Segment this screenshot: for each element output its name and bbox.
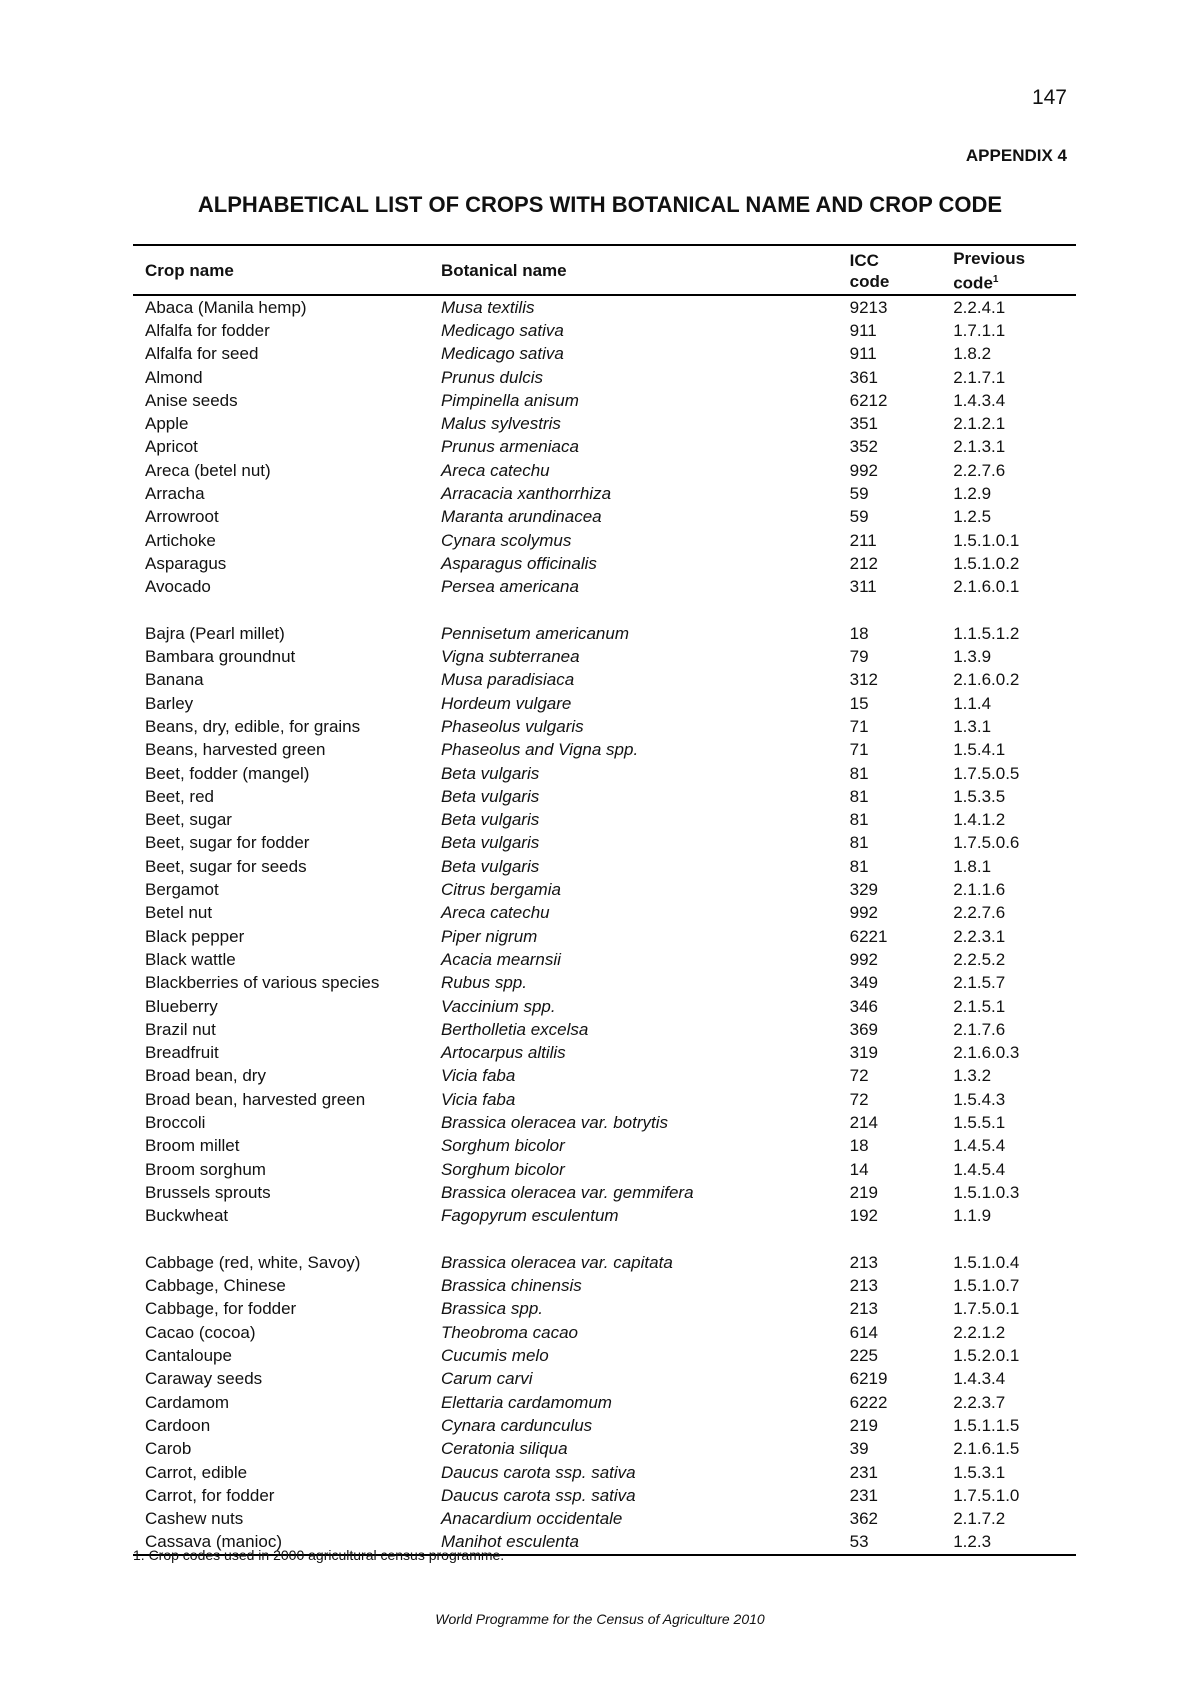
crop-name-cell: Cashew nuts	[145, 1509, 244, 1529]
table-row	[133, 1391, 1076, 1414]
previous-code-cell: 1.1.4	[953, 693, 992, 713]
table-row	[133, 342, 1076, 365]
table-row	[133, 552, 1076, 575]
botanical-name-cell: Brassica oleracea var. gemmifera	[440, 1182, 694, 1202]
previous-code-cell: 1.7.1.1	[953, 320, 1006, 340]
table-row	[133, 599, 1076, 622]
table-row	[133, 529, 1076, 552]
crop-table	[133, 244, 1076, 1556]
botanical-name-cell: Prunus armeniaca	[440, 437, 579, 457]
previous-code-cell: 2.2.3.1	[953, 926, 1006, 946]
icc-code-cell: 369	[849, 1019, 878, 1039]
icc-code-cell: 351	[849, 414, 878, 434]
crop-name-cell: Broom millet	[145, 1136, 240, 1156]
icc-code-cell: 81	[849, 763, 869, 783]
icc-code-cell: 362	[849, 1509, 878, 1529]
icc-code-cell	[838, 1228, 942, 1251]
botanical-name-cell: Beta vulgaris	[440, 763, 540, 783]
table-header	[133, 245, 1076, 295]
previous-code-cell: 2.1.2.1	[953, 414, 1006, 434]
table-row	[133, 948, 1076, 971]
table-row	[133, 1251, 1076, 1274]
header-prev-line1: Previous	[953, 249, 1026, 268]
botanical-name-cell: Beta vulgaris	[440, 786, 540, 806]
table-row	[133, 901, 1076, 924]
botanical-name-cell: Daucus carota ssp. sativa	[440, 1485, 636, 1505]
table-row	[133, 1088, 1076, 1111]
previous-code-cell: 1.7.5.0.6	[953, 833, 1020, 853]
crop-name-cell: Brazil nut	[145, 1019, 216, 1039]
icc-code-cell: 992	[849, 460, 878, 480]
icc-code-cell: 992	[849, 903, 878, 923]
previous-code-cell: 1.5.1.0.4	[953, 1252, 1020, 1272]
crop-name-cell: Cabbage, for fodder	[145, 1299, 297, 1319]
table-row	[133, 692, 1076, 715]
footnote-marker: 1	[992, 274, 999, 285]
table-row	[133, 738, 1076, 761]
botanical-name-cell: Beta vulgaris	[440, 856, 540, 876]
previous-code-cell: 1.4.5.4	[953, 1136, 1006, 1156]
table-row	[133, 1367, 1076, 1390]
previous-code-cell: 2.1.7.6	[953, 1019, 1006, 1039]
botanical-name-cell: Citrus bergamia	[440, 880, 561, 900]
botanical-name-cell: Brassica oleracea var. capitata	[440, 1252, 673, 1272]
icc-code-cell: 212	[849, 553, 878, 573]
botanical-name-cell: Bertholletia excelsa	[440, 1019, 589, 1039]
previous-code-cell: 1.2.5	[953, 507, 992, 527]
crop-name-cell: Arracha	[145, 484, 205, 504]
crop-name-cell: Cardoon	[145, 1415, 211, 1435]
botanical-name-cell: Vaccinium spp.	[440, 996, 556, 1016]
icc-code-cell: 614	[849, 1322, 878, 1342]
table-row	[133, 1228, 1076, 1251]
botanical-name-cell: Fagopyrum esculentum	[440, 1206, 619, 1226]
table-row	[133, 1018, 1076, 1041]
table-row	[133, 855, 1076, 878]
previous-code-cell: 2.1.1.6	[953, 880, 1006, 900]
botanical-name-cell: Prunus dulcis	[440, 367, 544, 387]
icc-code-cell: 72	[849, 1089, 869, 1109]
previous-code-cell: 1.1.5.1.2	[953, 623, 1020, 643]
previous-code-cell: 1.5.3.1	[953, 1462, 1006, 1482]
crop-name-cell: Apple	[145, 414, 189, 434]
previous-code-cell: 1.8.1	[953, 856, 992, 876]
table-row	[133, 1204, 1076, 1227]
crop-name-cell: Cacao (cocoa)	[145, 1322, 256, 1342]
icc-code-cell: 59	[849, 484, 869, 504]
previous-code-cell: 2.2.1.2	[953, 1322, 1006, 1342]
crop-name-cell: Bergamot	[145, 880, 219, 900]
previous-code-cell: 1.3.1	[953, 717, 992, 736]
crop-name-cell: Carrot, for fodder	[145, 1485, 275, 1505]
botanical-name-cell: Phaseolus vulgaris	[440, 717, 584, 736]
botanical-name-cell: Maranta arundinacea	[440, 507, 602, 527]
icc-code-cell: 225	[849, 1346, 878, 1366]
previous-code-cell: 2.1.5.1	[953, 996, 1006, 1016]
crop-name-cell: Abaca (Manila hemp)	[145, 297, 307, 317]
previous-code-cell: 2.2.7.6	[953, 460, 1006, 480]
botanical-name-cell: Anacardium occidentale	[440, 1509, 623, 1529]
crop-name-cell: Beet, sugar for fodder	[145, 833, 310, 853]
table-row	[133, 1461, 1076, 1484]
previous-code-cell: 1.3.2	[953, 1066, 992, 1086]
crop-name-cell: Broom sorghum	[145, 1159, 266, 1179]
icc-code-cell: 214	[849, 1113, 878, 1133]
icc-code-cell: 81	[849, 786, 869, 806]
crop-name-cell: Black wattle	[145, 949, 236, 969]
previous-code-cell: 1.7.5.1.0	[953, 1485, 1020, 1505]
crop-name-cell: Beet, red	[145, 786, 214, 806]
previous-code-cell	[941, 1228, 1076, 1251]
icc-code-cell: 213	[849, 1252, 878, 1272]
table-row	[133, 1484, 1076, 1507]
table-row	[133, 971, 1076, 994]
botanical-name-cell: Ceratonia siliqua	[440, 1439, 568, 1459]
table-row	[133, 505, 1076, 528]
crop-name-cell: Areca (betel nut)	[145, 460, 271, 480]
botanical-name-cell	[429, 1228, 838, 1251]
previous-code-cell: 1.5.4.1	[953, 740, 1006, 760]
botanical-name-cell: Rubus spp.	[440, 973, 527, 993]
header-crop-name: Crop name	[133, 245, 429, 295]
crop-name-cell: Cantaloupe	[145, 1346, 232, 1366]
botanical-name-cell: Hordeum vulgare	[440, 693, 572, 713]
previous-code-cell: 1.5.3.5	[953, 786, 1006, 806]
previous-code-cell: 1.5.4.3	[953, 1089, 1006, 1109]
previous-code-cell: 1.2.3	[953, 1532, 992, 1552]
botanical-name-cell: Carum carvi	[440, 1369, 533, 1389]
botanical-name-cell: Vigna subterranea	[440, 647, 580, 667]
header-previous-code	[941, 245, 1076, 295]
table-row	[133, 412, 1076, 435]
icc-code-cell: 361	[849, 367, 878, 387]
table-row	[133, 575, 1076, 598]
botanical-name-cell: Pimpinella anisum	[440, 390, 579, 410]
previous-code-cell: 1.7.5.0.1	[953, 1299, 1020, 1319]
page-number: 147	[1031, 86, 1067, 109]
table-row	[133, 808, 1076, 831]
crop-name-cell: Bajra (Pearl millet)	[145, 623, 285, 643]
previous-code-cell: 1.5.2.0.1	[953, 1346, 1020, 1366]
table-body	[133, 295, 1076, 1555]
botanical-name-cell: Brassica spp.	[440, 1299, 543, 1319]
botanical-name-cell: Vicia faba	[440, 1089, 516, 1109]
previous-code-cell: 2.1.7.2	[953, 1509, 1006, 1529]
botanical-name-cell: Medicago sativa	[440, 320, 564, 340]
botanical-name-cell: Brassica oleracea var. botrytis	[440, 1113, 669, 1133]
crop-name-cell: Beet, fodder (mangel)	[145, 763, 310, 783]
header-prev-line2: code	[953, 273, 993, 293]
icc-code-cell: 211	[849, 530, 877, 550]
crop-name-cell: Brussels sprouts	[145, 1182, 271, 1202]
page-title: ALPHABETICAL LIST OF CROPS WITH BOTANICAL NAME AND CROP CODE	[197, 192, 1003, 217]
previous-code-cell: 1.7.5.0.5	[953, 763, 1020, 783]
previous-code-cell: 2.1.6.0.1	[953, 577, 1020, 597]
previous-code-cell: 2.1.6.1.5	[953, 1439, 1020, 1459]
icc-code-cell: 312	[849, 670, 878, 690]
crop-name-cell: Beet, sugar	[145, 810, 232, 830]
icc-code-cell: 192	[849, 1206, 878, 1226]
icc-code-cell: 911	[849, 344, 877, 364]
icc-code-cell: 6212	[849, 390, 888, 410]
table-row	[133, 925, 1076, 948]
table-row	[133, 1344, 1076, 1367]
icc-code-cell: 14	[849, 1159, 869, 1179]
icc-code-cell: 72	[849, 1066, 869, 1086]
table-row	[133, 1321, 1076, 1344]
header-botanical-name: Botanical name	[429, 245, 838, 295]
footnote: 1. Crop codes used in 2000 agricultural census programme.	[133, 1547, 505, 1563]
previous-code-cell: 1.4.3.4	[953, 1369, 1006, 1389]
botanical-name-cell: Sorghum bicolor	[440, 1159, 565, 1179]
botanical-name-cell: Cynara cardunculus	[440, 1415, 593, 1435]
botanical-name-cell: Medicago sativa	[440, 344, 564, 364]
icc-code-cell: 81	[849, 833, 869, 853]
crop-name-cell: Carob	[145, 1439, 192, 1459]
table-row	[133, 1274, 1076, 1297]
crop-name-cell: Blackberries of various species	[145, 973, 380, 993]
botanical-name-cell: Theobroma cacao	[440, 1322, 578, 1342]
previous-code-cell: 2.2.5.2	[953, 949, 1006, 969]
botanical-name-cell: Cucumis melo	[440, 1346, 549, 1366]
table-row	[133, 482, 1076, 505]
icc-code-cell: 231	[849, 1462, 878, 1482]
icc-code-cell: 231	[849, 1485, 878, 1505]
crop-name-cell: Asparagus	[145, 553, 227, 573]
crop-name-cell: Carrot, edible	[145, 1462, 248, 1482]
table-row	[133, 668, 1076, 691]
previous-code-cell	[941, 599, 1076, 622]
icc-code-cell: 6221	[849, 926, 888, 946]
previous-code-cell: 2.1.3.1	[953, 437, 1006, 457]
header-icc-line1: ICC	[849, 250, 879, 270]
crop-name-cell: Beet, sugar for seeds	[145, 856, 307, 876]
icc-code-cell: 18	[849, 1136, 869, 1156]
botanical-name-cell: Beta vulgaris	[440, 810, 540, 830]
crop-name-cell	[133, 599, 429, 622]
previous-code-cell: 2.1.6.0.2	[953, 670, 1020, 690]
icc-code-cell: 71	[849, 740, 869, 760]
previous-code-cell: 1.4.1.2	[953, 810, 1006, 830]
crop-name-cell: Bambara groundnut	[145, 647, 296, 667]
table-row	[133, 1134, 1076, 1157]
crop-name-cell: Barley	[145, 693, 194, 713]
table-row	[133, 645, 1076, 668]
table-row	[133, 1111, 1076, 1134]
header-icc-line2: code	[849, 271, 890, 291]
icc-code-cell: 219	[849, 1415, 878, 1435]
botanical-name-cell: Persea americana	[440, 577, 579, 597]
table-row	[133, 995, 1076, 1018]
icc-code-cell: 71	[849, 717, 869, 736]
icc-code-cell: 213	[849, 1276, 878, 1296]
table-row	[133, 1064, 1076, 1087]
icc-code-cell: 59	[849, 507, 869, 527]
botanical-name-cell: Areca catechu	[440, 460, 550, 480]
crop-name-cell: Buckwheat	[145, 1206, 229, 1226]
table-row	[133, 1414, 1076, 1437]
page-footer: World Programme for the Census of Agriculture 2010	[435, 1611, 765, 1627]
appendix-label: APPENDIX 4	[965, 146, 1067, 165]
botanical-name-cell: Phaseolus and Vigna spp.	[440, 740, 639, 760]
botanical-name-cell: Beta vulgaris	[440, 833, 540, 853]
table-row	[133, 622, 1076, 645]
icc-code-cell: 6219	[849, 1369, 888, 1389]
table-row	[133, 1437, 1076, 1460]
botanical-name-cell: Vicia faba	[440, 1066, 516, 1086]
table-row	[133, 459, 1076, 482]
botanical-name-cell: Brassica chinensis	[440, 1276, 582, 1296]
icc-code-cell: 18	[849, 623, 869, 643]
table-row	[133, 366, 1076, 389]
crop-name-cell: Apricot	[145, 437, 198, 457]
botanical-name-cell: Piper nigrum	[440, 926, 538, 946]
previous-code-cell: 1.5.1.1.5	[953, 1415, 1020, 1435]
previous-code-cell: 2.2.4.1	[953, 297, 1006, 317]
crop-name-cell: Alfalfa for fodder	[145, 320, 270, 340]
crop-name-cell: Cabbage (red, white, Savoy)	[145, 1252, 361, 1272]
crop-name-cell: Anise seeds	[145, 390, 238, 410]
botanical-name-cell: Malus sylvestris	[440, 414, 561, 434]
crop-name-cell: Cassava (manioc)	[145, 1532, 282, 1552]
botanical-name-cell: Musa paradisiaca	[440, 670, 575, 690]
icc-code-cell: 329	[849, 880, 878, 900]
crop-name-cell: Avocado	[145, 577, 211, 597]
previous-code-cell: 1.3.9	[953, 647, 992, 667]
previous-code-cell: 1.1.9	[953, 1206, 992, 1226]
botanical-name-cell: Sorghum bicolor	[440, 1136, 565, 1156]
table-row	[133, 1158, 1076, 1181]
crop-name-cell: Betel nut	[145, 903, 213, 923]
crop-name-cell: Beans, harvested green	[145, 740, 326, 760]
icc-code-cell	[838, 599, 942, 622]
botanical-name-cell: Musa textilis	[440, 297, 535, 317]
table-row	[133, 1041, 1076, 1064]
crop-name-cell: Breadfruit	[145, 1043, 219, 1063]
botanical-name-cell: Manihot esculenta	[440, 1532, 579, 1552]
previous-code-cell: 2.1.6.0.3	[953, 1043, 1020, 1063]
table-row	[133, 831, 1076, 854]
crop-name-cell: Beans, dry, edible, for grains	[145, 717, 361, 736]
crop-name-cell: Almond	[145, 367, 203, 387]
previous-code-cell: 1.5.1.0.3	[953, 1182, 1020, 1202]
table-row	[133, 785, 1076, 808]
table-row	[133, 319, 1076, 342]
previous-code-cell: 2.2.7.6	[953, 903, 1006, 923]
previous-code-cell: 1.4.5.4	[953, 1159, 1006, 1179]
icc-code-cell: 79	[849, 647, 869, 667]
botanical-name-cell: Artocarpus altilis	[440, 1043, 566, 1063]
previous-code-cell: 1.8.2	[953, 344, 992, 364]
table-row	[133, 878, 1076, 901]
previous-code-cell: 1.4.3.4	[953, 390, 1006, 410]
table-row	[133, 1297, 1076, 1320]
table-row	[133, 295, 1076, 319]
icc-code-cell: 81	[849, 810, 869, 830]
icc-code-cell: 53	[849, 1532, 869, 1552]
table-row	[133, 1181, 1076, 1204]
table-row	[133, 715, 1076, 738]
previous-code-cell: 1.5.1.0.1	[953, 530, 1020, 550]
previous-code-cell: 1.5.5.1	[953, 1113, 1006, 1133]
previous-code-cell: 1.5.1.0.2	[953, 553, 1020, 573]
icc-code-cell: 6222	[849, 1392, 888, 1412]
crop-name-cell: Caraway seeds	[145, 1369, 263, 1389]
previous-code-cell: 2.1.7.1	[953, 367, 1006, 387]
crop-name-cell: Banana	[145, 670, 204, 690]
icc-code-cell: 319	[849, 1043, 878, 1063]
botanical-name-cell: Cynara scolymus	[440, 530, 572, 550]
table-row	[133, 435, 1076, 458]
icc-code-cell: 911	[849, 320, 877, 340]
botanical-name-cell: Asparagus officinalis	[440, 553, 597, 573]
icc-code-cell: 9213	[849, 297, 888, 317]
previous-code-cell: 1.5.1.0.7	[953, 1276, 1020, 1296]
icc-code-cell: 346	[849, 996, 878, 1016]
table-row	[133, 389, 1076, 412]
crop-name-cell: Broccoli	[145, 1113, 206, 1133]
previous-code-cell: 2.1.5.7	[953, 973, 1006, 993]
botanical-name-cell	[429, 599, 838, 622]
botanical-name-cell: Areca catechu	[440, 903, 550, 923]
crop-name-cell: Arrowroot	[145, 507, 219, 527]
crop-name-cell: Cardamom	[145, 1392, 230, 1412]
botanical-name-cell: Pennisetum americanum	[440, 623, 629, 643]
botanical-name-cell: Acacia mearnsii	[440, 949, 561, 969]
icc-code-cell: 39	[849, 1439, 869, 1459]
crop-name-cell: Cabbage, Chinese	[145, 1276, 286, 1296]
crop-name-cell: Blueberry	[145, 996, 218, 1016]
crop-name-cell	[133, 1228, 429, 1251]
botanical-name-cell: Arracacia xanthorrhiza	[440, 484, 612, 504]
crop-name-cell: Broad bean, harvested green	[145, 1089, 366, 1109]
table-row	[133, 1507, 1076, 1530]
icc-code-cell: 992	[849, 949, 878, 969]
botanical-name-cell: Daucus carota ssp. sativa	[440, 1462, 636, 1482]
icc-code-cell: 219	[849, 1182, 878, 1202]
crop-name-cell: Alfalfa for seed	[145, 344, 259, 364]
icc-code-cell: 213	[849, 1299, 878, 1319]
crop-name-cell: Artichoke	[145, 530, 216, 550]
icc-code-cell: 15	[849, 693, 869, 713]
icc-code-cell: 352	[849, 437, 878, 457]
header-icc-code	[838, 245, 942, 295]
previous-code-cell: 1.2.9	[953, 484, 992, 504]
botanical-name-cell: Elettaria cardamomum	[440, 1392, 612, 1412]
icc-code-cell: 311	[849, 577, 877, 597]
crop-name-cell: Broad bean, dry	[145, 1066, 266, 1086]
icc-code-cell: 349	[849, 973, 878, 993]
icc-code-cell: 81	[849, 856, 869, 876]
table-row	[133, 762, 1076, 785]
crop-name-cell: Black pepper	[145, 926, 245, 946]
previous-code-cell: 2.2.3.7	[953, 1392, 1006, 1412]
